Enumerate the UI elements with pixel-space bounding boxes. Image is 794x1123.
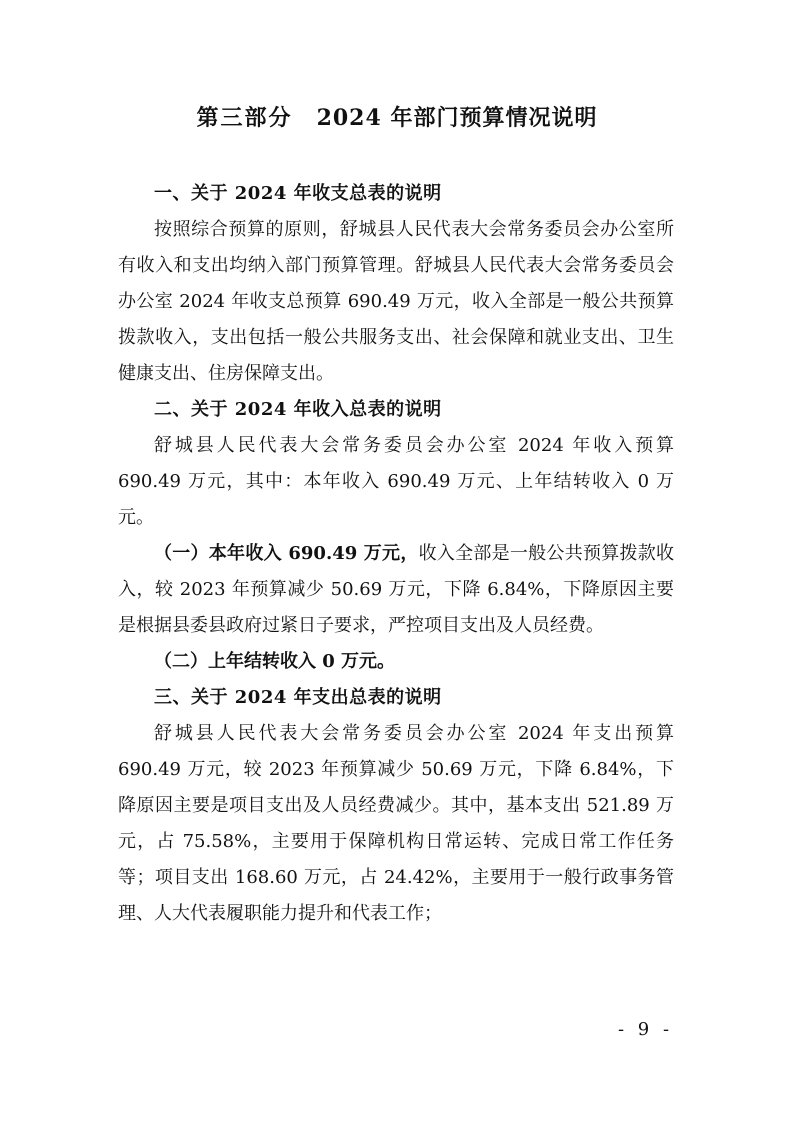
page-title (0, 98, 794, 138)
title-main-text: 2024 年部门预算情况说明 (316, 105, 598, 131)
section-3-heading: 三、关于 2024 年支出总表的说明 (154, 687, 442, 708)
document-body (118, 176, 674, 932)
title-part-label: 第三部分 (196, 105, 293, 131)
section-3-paragraph: 舒城县人民代表大会常务委员会办公室 2024 年支出预算 690.49 万元，较 2023 年预算减少 50.69 万元，下降 6.84%，下降原因主要是项目支出及人员经费减少。其中，基本支出 521.89 万元，占 75.58%，主要用于保障机构日常运转、完成日常工作任务等；项目支出 168.60 万元，占 24.42%，主要用于一般行政事务管理、人大代表履职能力提升和代表工作； (118, 723, 674, 924)
section-1-paragraph: 按照综合预算的原则，舒城县人民代表大会常务委员会办公室所有收入和支出均纳入部门预算管理。舒城县人民代表大会常务委员会办公室 2024 年收支总预算 690.49 万元，收入全部是一般公共预算拨款收入，支出包括一般公共服务支出、社会保障和就业支出、卫生健康支出、住房保障支出。 (118, 219, 674, 384)
section-1-heading: 一、关于 2024 年收支总表的说明 (154, 183, 442, 204)
subsection-1-lead: （一）本年收入 690.49 万元， (154, 543, 419, 564)
subsection-1-text: 收入全部是一般公共预算拨款收入，较 2023 年预算减少 50.69 万元，下降 6.84%，下降原因主要是根据县委县政府过紧日子要求，严控项目支出及人员经费。 (118, 543, 675, 636)
section-2-subsection-1 (118, 536, 674, 644)
section-2-paragraph: 舒城县人民代表大会常务委员会办公室 2024 年收入预算 690.49 万元，其中：本年收入 690.49 万元、上年结转收入 0 万元。 (118, 435, 674, 528)
page-number: - 9 - (618, 1019, 674, 1040)
section-2-subsection-2: （二）上年结转收入 0 万元。 (154, 651, 396, 672)
section-2-heading: 二、关于 2024 年收入总表的说明 (154, 399, 442, 420)
